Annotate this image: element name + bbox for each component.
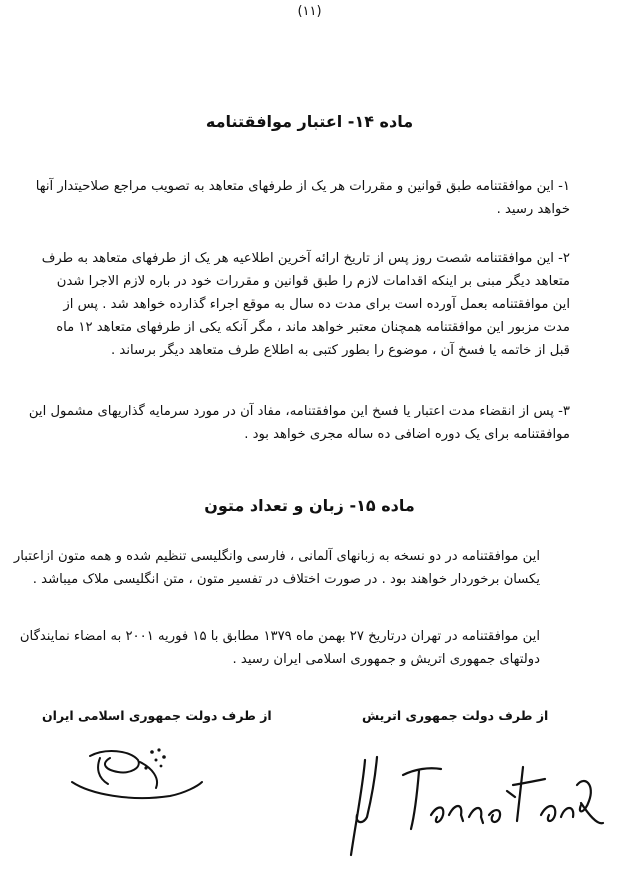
austria-signature-image (345, 745, 607, 865)
iran-signature-image (60, 738, 210, 808)
article-15-para-2-line-1: این موافقتنامه در تهران درتاریخ ۲۷ بهمن ماه ۱۳۷۹ مطابق با ۱۵ فوریه ۲۰۰۱ به امضاء نمایندگان (19, 629, 540, 644)
article-14-clause-3 (22, 400, 570, 446)
clause-2-line-4: مدت مزبور این موافقتنامه همچنان معتبر خواهد ماند ، مگر آنکه یکی از طرفهای متعاهد ۱۲ ماه (56, 320, 570, 335)
article-15-para-2-line-2: دولتهای جمهوری اتریش و جمهوری اسلامی ایران رسید . (232, 652, 540, 667)
article-15-paragraph-2 (19, 625, 540, 671)
article-15-heading: ماده ۱۵- زبان و تعداد متون (204, 496, 415, 515)
clause-3-line-2: موافقتنامه برای یک دوره اضافی ده ساله مجری خواهد بود . (244, 427, 570, 442)
clause-2-line-3: این موافقتنامه بعمل آورده است برای مدت ده سال به موقع اجراء گذارده خواهد شد . پس از (63, 297, 570, 312)
clause-2-line-5: قبل از خاتمه یا فسخ آن ، موضوع را بطور کتبی به اطلاع طرف متعاهد دیگر برساند . (111, 343, 570, 358)
austria-signatory-label: از طرف دولت جمهوری اتریش (362, 708, 549, 723)
iran-signatory-label: از طرف دولت جمهوری اسلامی ایران (42, 708, 272, 723)
clause-1-line-2: خواهد رسید . (496, 202, 570, 217)
clause-2-line-1: ۲- این موافقتنامه شصت روز پس از تاریخ ارائه آخرین اطلاعیه هر یک از طرفهای متعاهد به طرف (41, 251, 570, 266)
clause-1-line-1: ۱- این موافقتنامه طبق قوانین و مقررات هر یک از طرفهای متعاهد به تصویب مراجع صلاحیتدار آنها (35, 179, 570, 194)
clause-3-line-1: ۳- پس از انقضاء مدت اعتبار یا فسخ این موافقتنامه، مفاد آن در مورد سرمایه گذاریهای مشمول این (28, 404, 570, 419)
article-14-clause-1 (30, 175, 570, 221)
article-14-heading: ماده ۱۴- اعتبار موافقتنامه (205, 112, 414, 131)
article-15-paragraph-1 (13, 545, 540, 591)
page-number: (١١) (297, 4, 322, 19)
article-15-para-1-line-2: یکسان برخوردار خواهند بود . در صورت اختلاف در تفسیر متون ، متن انگلیسی ملاک میباشد . (32, 572, 540, 587)
article-15-para-1-line-1: این موافقتنامه در دو نسخه به زبانهای آلمانی ، فارسی وانگلیسی تنظیم شده و همه متون ازاعتبار (13, 549, 540, 564)
clause-2-line-2: متعاهد دیگر مبنی بر اینکه اقدامات لازم را طبق قوانین و مقررات خود در باره لازم الاجرا شدن (56, 274, 570, 289)
article-14-clause-2 (30, 247, 570, 362)
